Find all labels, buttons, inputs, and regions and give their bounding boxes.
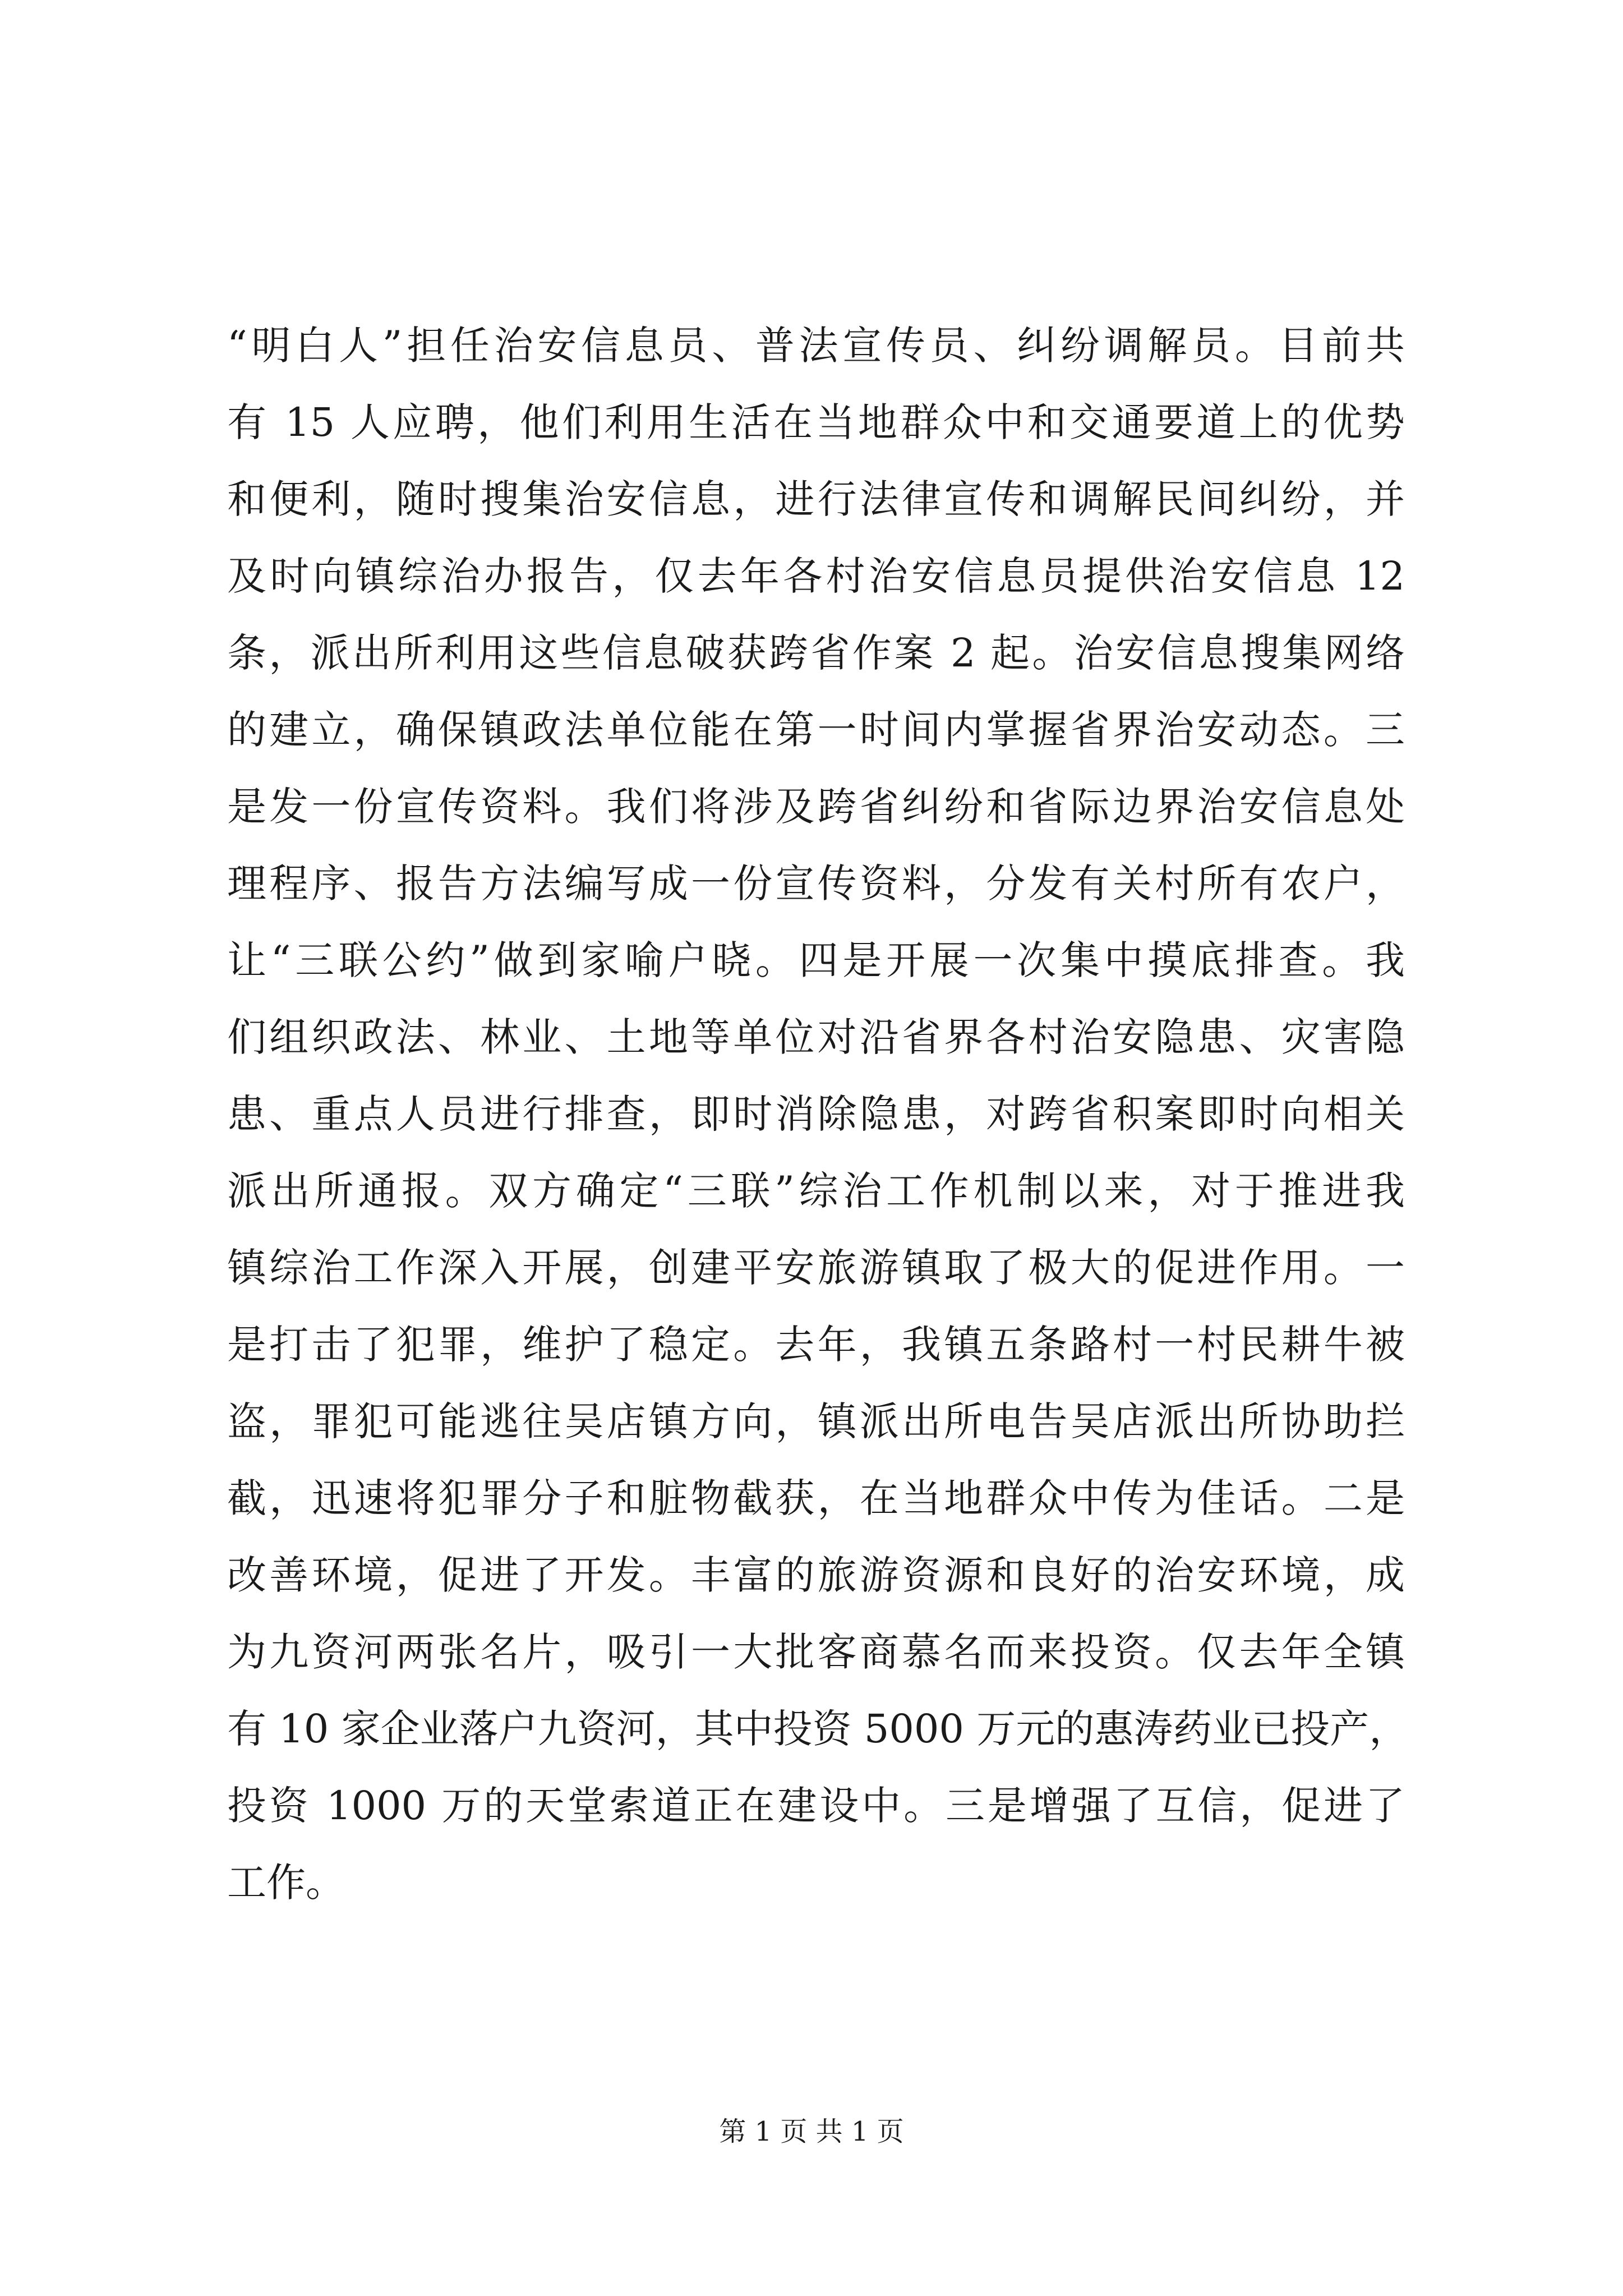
text-line: 盗，罪犯可能逃往吴店镇方向，镇派出所电告吴店派出所协助拦 xyxy=(227,1398,1405,1444)
text-line: 及时向镇综治办报告，仅去年各村治安信息员提供治安信息 12 xyxy=(227,553,1405,599)
text-line: 有 10 家企业落户九资河，其中投资 5000 万元的惠涛药业已投产， xyxy=(227,1706,1409,1752)
text-line: 条，派出所利用这些信息破获跨省作案 2 起。治安信息搜集网络 xyxy=(227,630,1405,676)
text-line: 改善环境，促进了开发。丰富的旅游资源和良好的治安环境，成 xyxy=(227,1552,1405,1598)
text-line: 是发一份宣传资料。我们将涉及跨省纠纷和省际边界治安信息处 xyxy=(227,784,1405,830)
text-line: “明白人”担任治安信息员、普法宣传员、纠纷调解员。目前共 xyxy=(227,323,1405,369)
text-line: 截，迅速将犯罪分子和脏物截获，在当地群众中传为佳话。二是 xyxy=(227,1475,1405,1521)
text-line: 投资 1000 万的天堂索道正在建设中。三是增强了互信，促进了 xyxy=(227,1783,1405,1829)
body-text xyxy=(227,307,1409,1921)
text-line: 是打击了犯罪，维护了稳定。去年，我镇五条路村一村民耕牛被 xyxy=(227,1322,1405,1368)
text-line: 工作。 xyxy=(227,1860,345,1906)
text-line: 有 15 人应聘，他们利用生活在当地群众中和交通要道上的优势 xyxy=(227,399,1405,445)
text-line: 镇综治工作深入开展，创建平安旅游镇取了极大的促进作用。一 xyxy=(227,1245,1405,1291)
text-line: 患、重点人员进行排查，即时消除隐患，对跨省积案即时向相关 xyxy=(227,1091,1405,1137)
text-line: 和便利，随时搜集治安信息，进行法律宣传和调解民间纠纷，并 xyxy=(227,476,1405,522)
text-line: 理程序、报告方法编写成一份宣传资料，分发有关村所有农户， xyxy=(227,861,1405,907)
text-line: 的建立，确保镇政法单位能在第一时间内掌握省界治安动态。三 xyxy=(227,707,1405,753)
text-line: 让“三联公约”做到家喻户晓。四是开展一次集中摸底排查。我 xyxy=(227,937,1405,983)
page-footer xyxy=(0,2115,1623,2148)
text-line: 为九资河两张名片，吸引一大批客商慕名而来投资。仅去年全镇 xyxy=(227,1629,1405,1675)
page-number-label: 第 1 页 共 1 页 xyxy=(719,2116,904,2147)
text-line: 派出所通报。双方确定“三联”综治工作机制以来，对于推进我 xyxy=(227,1168,1405,1214)
text-line: 们组织政法、林业、土地等单位对沿省界各村治安隐患、灾害隐 xyxy=(227,1014,1405,1060)
